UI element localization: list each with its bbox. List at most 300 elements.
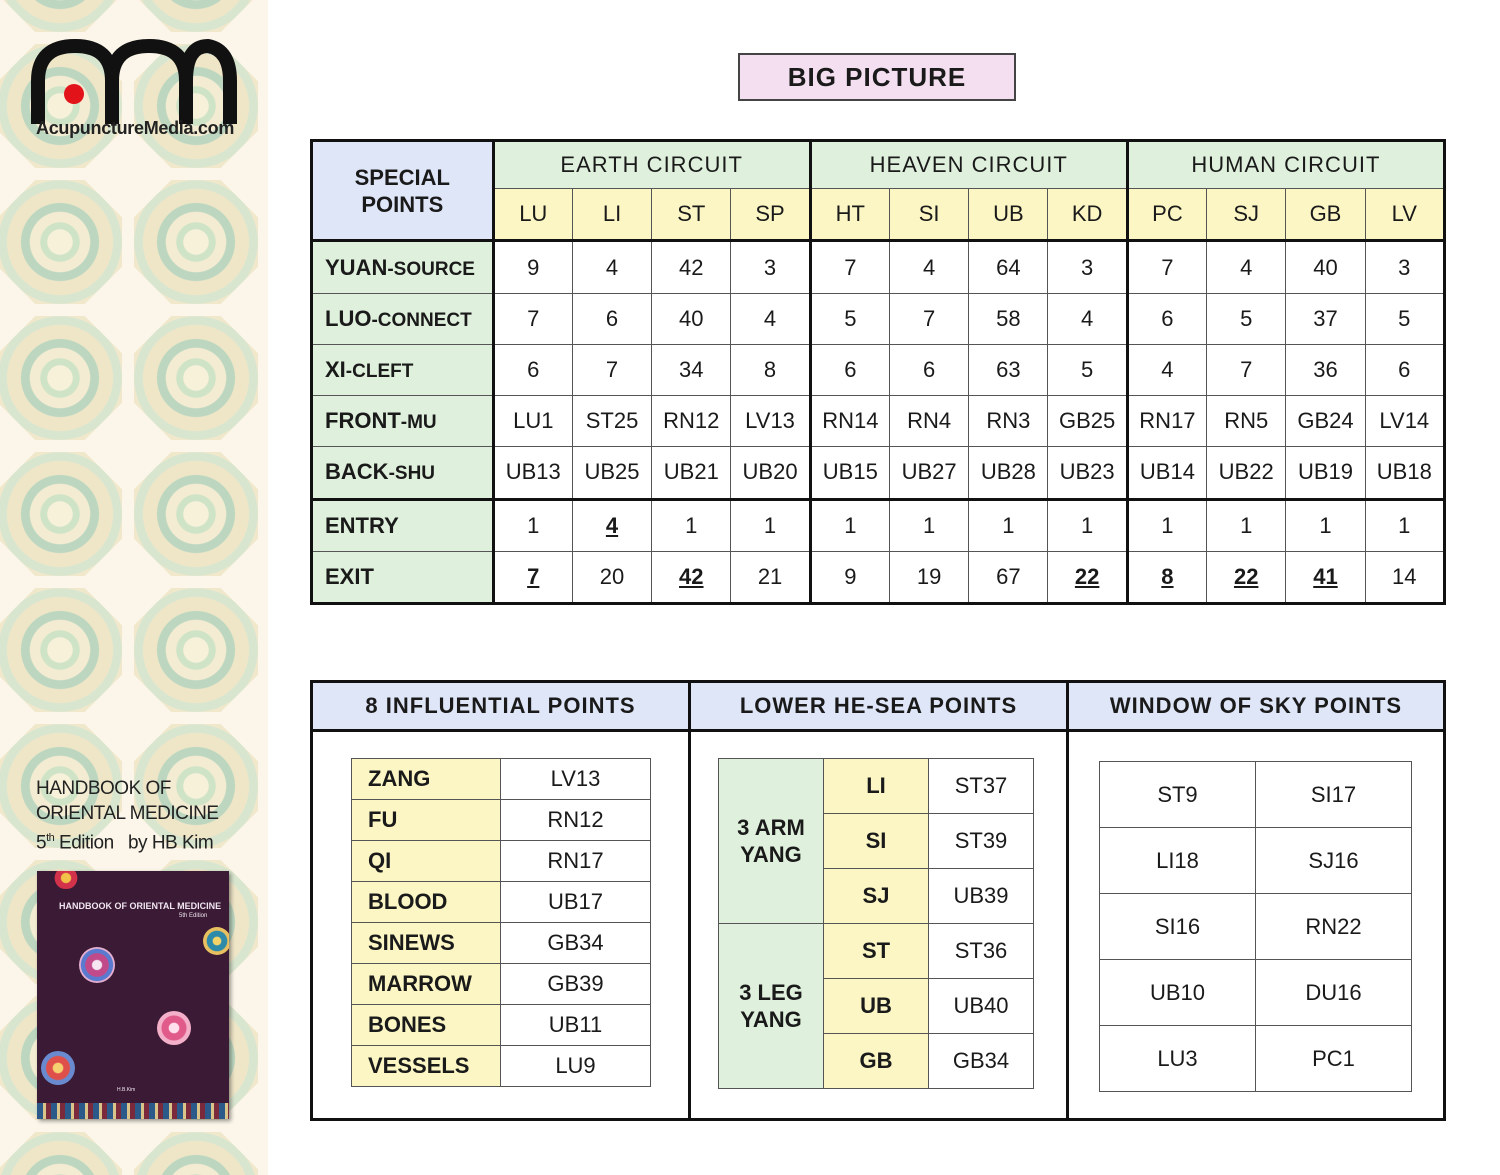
point-cell bbox=[969, 396, 1048, 447]
octagon-tile bbox=[0, 316, 122, 440]
handbook-edition bbox=[36, 826, 219, 855]
he-sea-group-line2: YANG bbox=[740, 842, 802, 867]
window-sky-point: SJ16 bbox=[1256, 828, 1412, 894]
he-sea-point: ST36 bbox=[929, 924, 1034, 979]
point-value: 67 bbox=[996, 563, 1021, 589]
special-point-row bbox=[312, 396, 1445, 447]
point-value: 4 bbox=[605, 254, 619, 280]
point-value: 7 bbox=[527, 563, 540, 589]
edition-number: 5 bbox=[36, 832, 47, 854]
influential-row bbox=[352, 882, 651, 923]
he-sea-row bbox=[719, 759, 1034, 814]
point-value: 5 bbox=[1398, 305, 1411, 331]
point-cell bbox=[652, 344, 731, 395]
organ-header: LV bbox=[1365, 189, 1444, 241]
point-cell bbox=[1286, 551, 1365, 603]
point-value: 1 bbox=[1002, 512, 1015, 538]
point-value: 1 bbox=[527, 512, 540, 538]
point-value: 9 bbox=[844, 563, 857, 589]
point-cell bbox=[493, 293, 572, 344]
point-cell bbox=[1365, 293, 1444, 344]
point-value: 7 bbox=[1161, 254, 1174, 280]
he-sea-group-line1: 3 LEG bbox=[739, 980, 803, 1005]
row-label-main: ENTRY bbox=[325, 512, 399, 538]
point-cell bbox=[969, 241, 1048, 293]
point-cell bbox=[1207, 551, 1286, 603]
point-cell bbox=[493, 396, 572, 447]
influential-row bbox=[352, 841, 651, 882]
influential-point: UB17 bbox=[501, 882, 651, 923]
point-value: GB24 bbox=[1297, 408, 1354, 434]
he-sea-organ: GB bbox=[824, 1034, 929, 1089]
point-cell bbox=[889, 344, 968, 395]
special-points-label-line2: POINTS bbox=[361, 191, 444, 217]
organ-header: ST bbox=[652, 189, 731, 241]
point-cell bbox=[493, 551, 572, 603]
row-label-main: EXIT bbox=[325, 563, 374, 589]
point-value: 4 bbox=[1081, 305, 1094, 331]
window-sky-point: RN22 bbox=[1256, 894, 1412, 960]
point-value: 41 bbox=[1313, 563, 1338, 589]
he-sea-point: ST37 bbox=[929, 759, 1034, 814]
octagon-tile bbox=[134, 316, 258, 440]
point-value: LV14 bbox=[1379, 408, 1430, 434]
influential-row bbox=[352, 923, 651, 964]
row-label bbox=[312, 293, 494, 344]
row-label-main: LUO bbox=[325, 305, 372, 331]
special-points-label-line1: SPECIAL bbox=[354, 164, 450, 190]
point-cell bbox=[1127, 396, 1206, 447]
point-cell bbox=[1127, 447, 1206, 499]
he-sea-organ: SI bbox=[824, 814, 929, 869]
he-sea-row bbox=[719, 924, 1034, 979]
point-cell bbox=[1286, 396, 1365, 447]
influential-row bbox=[352, 800, 651, 841]
point-cell bbox=[731, 499, 810, 551]
he-sea-group-line2: YANG bbox=[740, 1007, 802, 1032]
point-value: UB25 bbox=[584, 459, 640, 485]
point-value: 4 bbox=[605, 512, 619, 538]
influential-points-heading: 8 INFLUENTIAL POINTS bbox=[313, 683, 688, 732]
point-value: 5 bbox=[1081, 356, 1094, 382]
point-cell bbox=[810, 344, 889, 395]
point-value: 1 bbox=[922, 512, 936, 538]
he-sea-point: GB34 bbox=[929, 1034, 1034, 1089]
point-value: UB28 bbox=[980, 459, 1036, 485]
point-cell bbox=[810, 551, 889, 603]
influential-name: QI bbox=[352, 841, 501, 882]
point-value: 3 bbox=[763, 254, 777, 280]
influential-point: GB34 bbox=[501, 923, 651, 964]
organ-header: SJ bbox=[1207, 189, 1286, 241]
point-value: 1 bbox=[1240, 512, 1253, 538]
he-sea-heading: LOWER HE-SEA POINTS bbox=[691, 683, 1066, 732]
point-value: 1 bbox=[1319, 512, 1332, 538]
point-value: 6 bbox=[844, 356, 857, 382]
octagon-tile bbox=[134, 1132, 258, 1175]
point-value: 3 bbox=[1081, 254, 1094, 280]
organ-header: HT bbox=[810, 189, 889, 241]
point-cell bbox=[1048, 499, 1127, 551]
point-cell bbox=[493, 344, 572, 395]
influential-name: BLOOD bbox=[352, 882, 501, 923]
influential-point: RN17 bbox=[501, 841, 651, 882]
window-sky-point: ST9 bbox=[1100, 762, 1256, 828]
octagon-tile bbox=[134, 180, 258, 304]
window-sky-row bbox=[1100, 960, 1412, 1026]
point-cell bbox=[889, 447, 968, 499]
organ-header: PC bbox=[1127, 189, 1206, 241]
point-cell bbox=[1207, 499, 1286, 551]
point-value: 22 bbox=[1074, 563, 1100, 589]
point-cell bbox=[1365, 447, 1444, 499]
influential-point: LU9 bbox=[501, 1046, 651, 1087]
point-value: 9 bbox=[527, 254, 540, 280]
special-point-row bbox=[312, 241, 1445, 293]
influential-name: MARROW bbox=[352, 964, 501, 1005]
sidebar-decoration bbox=[0, 0, 268, 1175]
point-value: ST25 bbox=[585, 408, 639, 434]
point-cell bbox=[969, 293, 1048, 344]
special-point-row bbox=[312, 447, 1445, 499]
point-cell bbox=[572, 499, 651, 551]
point-value: 6 bbox=[1161, 305, 1174, 331]
point-value: 36 bbox=[1313, 356, 1338, 382]
point-cell bbox=[889, 241, 968, 293]
point-value: 5 bbox=[1240, 305, 1253, 331]
organ-header: KD bbox=[1048, 189, 1127, 241]
point-cell bbox=[1286, 447, 1365, 499]
row-label bbox=[312, 396, 494, 447]
point-value: RN12 bbox=[663, 408, 720, 434]
point-value: 4 bbox=[922, 254, 936, 280]
point-value: 19 bbox=[916, 563, 942, 589]
point-value: 6 bbox=[605, 305, 619, 331]
handbook-line1: HANDBOOK OF bbox=[36, 778, 171, 799]
point-cell bbox=[1207, 293, 1286, 344]
octagon-tile bbox=[0, 180, 122, 304]
special-point-row bbox=[312, 499, 1445, 551]
point-value: UB20 bbox=[742, 459, 798, 485]
point-cell bbox=[1048, 447, 1127, 499]
point-cell bbox=[1286, 293, 1365, 344]
point-cell bbox=[1207, 396, 1286, 447]
circuit-header: HEAVEN CIRCUIT bbox=[810, 141, 1127, 189]
octagon-tile bbox=[0, 588, 122, 712]
influential-point: GB39 bbox=[501, 964, 651, 1005]
point-value: 6 bbox=[922, 356, 936, 382]
flower-ornament bbox=[203, 927, 229, 955]
influential-row bbox=[352, 964, 651, 1005]
circuit-header: EARTH CIRCUIT bbox=[493, 141, 810, 189]
flower-ornament bbox=[157, 1011, 191, 1045]
influential-name: FU bbox=[352, 800, 501, 841]
book-pattern-band bbox=[37, 1103, 229, 1119]
he-sea-table bbox=[718, 758, 1034, 1089]
point-cell bbox=[1048, 551, 1127, 603]
flower-ornament bbox=[41, 1051, 75, 1085]
point-value: 5 bbox=[844, 305, 857, 331]
organ-header: UB bbox=[969, 189, 1048, 241]
point-cell bbox=[1286, 499, 1365, 551]
organ-header: SI bbox=[889, 189, 968, 241]
point-cell bbox=[889, 499, 968, 551]
point-value: 6 bbox=[1398, 356, 1411, 382]
point-cell bbox=[1365, 241, 1444, 293]
point-cell bbox=[731, 396, 810, 447]
point-value: 7 bbox=[922, 305, 936, 331]
influential-points-table bbox=[351, 758, 651, 1087]
octagon-tile bbox=[0, 1132, 122, 1175]
lower-panels bbox=[310, 680, 1446, 1121]
flower-ornament bbox=[51, 871, 81, 889]
point-cell bbox=[731, 344, 810, 395]
point-value: 7 bbox=[844, 254, 857, 280]
row-label-main: FRONT bbox=[325, 408, 401, 434]
point-value: 1 bbox=[844, 512, 857, 538]
point-cell bbox=[969, 499, 1048, 551]
point-value: UB15 bbox=[822, 459, 878, 485]
influential-row bbox=[352, 1046, 651, 1087]
he-sea-point: ST39 bbox=[929, 814, 1034, 869]
point-value: 1 bbox=[685, 512, 698, 538]
point-cell bbox=[1127, 241, 1206, 293]
point-value: 40 bbox=[1313, 254, 1338, 280]
point-cell bbox=[1048, 344, 1127, 395]
row-label-suffix: -MU bbox=[400, 412, 437, 434]
site-name: AcupunctureMedia.com bbox=[36, 118, 235, 138]
window-sky-row bbox=[1100, 894, 1412, 960]
special-points-header bbox=[312, 141, 494, 241]
point-value: 14 bbox=[1392, 563, 1417, 589]
organ-header: LU bbox=[493, 189, 572, 241]
he-sea-organ: SJ bbox=[824, 869, 929, 924]
point-value: UB18 bbox=[1376, 459, 1432, 485]
point-value: 37 bbox=[1313, 305, 1338, 331]
point-value: UB23 bbox=[1059, 459, 1115, 485]
point-cell bbox=[810, 241, 889, 293]
point-value: 1 bbox=[1081, 512, 1094, 538]
window-sky-row bbox=[1100, 828, 1412, 894]
point-cell bbox=[731, 551, 810, 603]
point-value: 7 bbox=[527, 305, 540, 331]
window-sky-point: PC1 bbox=[1256, 1026, 1412, 1092]
point-value: 20 bbox=[599, 563, 625, 589]
point-cell bbox=[1365, 551, 1444, 603]
point-value: 22 bbox=[1233, 563, 1259, 589]
point-value: UB19 bbox=[1297, 459, 1353, 485]
influential-point: LV13 bbox=[501, 759, 651, 800]
point-cell bbox=[969, 344, 1048, 395]
point-cell bbox=[652, 551, 731, 603]
row-label bbox=[312, 241, 494, 293]
book-edition: 5th Edition bbox=[179, 913, 208, 919]
book-title: HANDBOOK OF ORIENTAL MEDICINE bbox=[59, 901, 222, 911]
point-cell bbox=[1365, 499, 1444, 551]
point-value: 4 bbox=[1240, 254, 1253, 280]
point-value: RN17 bbox=[1139, 408, 1196, 434]
row-label bbox=[312, 499, 494, 551]
point-value: RN4 bbox=[907, 408, 952, 434]
point-value: UB14 bbox=[1139, 459, 1195, 485]
influential-name: ZANG bbox=[352, 759, 501, 800]
point-value: 8 bbox=[763, 356, 777, 382]
influential-name: VESSELS bbox=[352, 1046, 501, 1087]
point-cell bbox=[572, 447, 651, 499]
row-label bbox=[312, 551, 494, 603]
point-value: 4 bbox=[1161, 356, 1174, 382]
influential-name: BONES bbox=[352, 1005, 501, 1046]
he-sea-group-line1: 3 ARM bbox=[737, 815, 805, 840]
point-cell bbox=[1207, 447, 1286, 499]
point-cell bbox=[1127, 344, 1206, 395]
window-sky-point: SI17 bbox=[1256, 762, 1412, 828]
point-cell bbox=[1286, 241, 1365, 293]
point-cell bbox=[969, 447, 1048, 499]
row-label-suffix: -CONNECT bbox=[371, 309, 472, 331]
point-cell bbox=[652, 447, 731, 499]
point-value: 7 bbox=[605, 356, 619, 382]
window-sky-point: UB10 bbox=[1100, 960, 1256, 1026]
row-label-suffix: -SOURCE bbox=[387, 258, 475, 280]
point-value: 4 bbox=[763, 305, 777, 331]
point-value: 34 bbox=[679, 356, 704, 382]
point-value: 7 bbox=[1240, 356, 1253, 382]
page-title: BIG PICTURE bbox=[738, 53, 1016, 101]
point-cell bbox=[572, 344, 651, 395]
he-sea-group-label bbox=[719, 759, 824, 924]
point-cell bbox=[810, 499, 889, 551]
influential-row bbox=[352, 759, 651, 800]
influential-row bbox=[352, 1005, 651, 1046]
point-cell bbox=[1365, 344, 1444, 395]
window-sky-row bbox=[1100, 1026, 1412, 1092]
row-label-suffix: -CLEFT bbox=[345, 360, 414, 382]
point-cell bbox=[1127, 293, 1206, 344]
octagon-tile bbox=[134, 452, 258, 576]
window-sky-row bbox=[1100, 762, 1412, 828]
point-cell bbox=[652, 293, 731, 344]
window-sky-point: SI16 bbox=[1100, 894, 1256, 960]
point-value: 42 bbox=[679, 254, 704, 280]
he-sea-organ: UB bbox=[824, 979, 929, 1034]
point-cell bbox=[889, 551, 968, 603]
edition-superscript: th bbox=[46, 832, 55, 844]
point-value: 63 bbox=[996, 356, 1021, 382]
point-cell bbox=[1286, 344, 1365, 395]
special-points-table bbox=[310, 139, 1446, 605]
point-cell bbox=[1048, 241, 1127, 293]
point-cell bbox=[572, 293, 651, 344]
organ-header: SP bbox=[731, 189, 810, 241]
point-cell bbox=[572, 241, 651, 293]
he-sea-panel bbox=[691, 683, 1069, 1118]
octagon-tile bbox=[134, 588, 258, 712]
octagon-tile bbox=[0, 452, 122, 576]
window-sky-table bbox=[1099, 761, 1412, 1092]
he-sea-group-label bbox=[719, 924, 824, 1089]
point-value: 1 bbox=[1398, 512, 1411, 538]
point-value: UB13 bbox=[505, 459, 561, 485]
he-sea-point: UB39 bbox=[929, 869, 1034, 924]
point-cell bbox=[1048, 396, 1127, 447]
organ-header: GB bbox=[1286, 189, 1365, 241]
special-point-row bbox=[312, 344, 1445, 395]
point-cell bbox=[572, 396, 651, 447]
point-value: UB22 bbox=[1218, 459, 1274, 485]
influential-point: RN12 bbox=[501, 800, 651, 841]
point-cell bbox=[731, 447, 810, 499]
influential-point: UB11 bbox=[501, 1005, 651, 1046]
window-sky-point: DU16 bbox=[1256, 960, 1412, 1026]
point-value: GB25 bbox=[1059, 408, 1116, 434]
book-cover-image bbox=[37, 871, 229, 1119]
point-cell bbox=[652, 499, 731, 551]
point-cell bbox=[1207, 344, 1286, 395]
circuit-header-row bbox=[312, 141, 1445, 189]
point-value: 8 bbox=[1161, 563, 1174, 589]
he-sea-point: UB40 bbox=[929, 979, 1034, 1034]
point-cell bbox=[493, 241, 572, 293]
influential-name: SINEWS bbox=[352, 923, 501, 964]
point-value: LU1 bbox=[513, 408, 554, 434]
point-cell bbox=[652, 241, 731, 293]
point-cell bbox=[731, 241, 810, 293]
point-value: 58 bbox=[996, 305, 1021, 331]
row-label bbox=[312, 447, 494, 499]
window-sky-heading: WINDOW OF SKY POINTS bbox=[1069, 683, 1443, 732]
point-cell bbox=[1365, 396, 1444, 447]
point-cell bbox=[969, 551, 1048, 603]
point-value: 21 bbox=[757, 563, 783, 589]
point-value: RN5 bbox=[1224, 408, 1269, 434]
point-value: UB21 bbox=[663, 459, 719, 485]
book-author: H.B.Kim bbox=[117, 1087, 136, 1093]
special-point-row bbox=[312, 551, 1445, 603]
point-cell bbox=[1127, 499, 1206, 551]
point-cell bbox=[889, 293, 968, 344]
point-cell bbox=[1048, 293, 1127, 344]
window-sky-panel bbox=[1069, 683, 1443, 1118]
point-cell bbox=[731, 293, 810, 344]
point-value: 40 bbox=[679, 305, 704, 331]
he-sea-organ: ST bbox=[824, 924, 929, 979]
point-value: 42 bbox=[679, 563, 704, 589]
window-sky-point: LI18 bbox=[1100, 828, 1256, 894]
point-value: RN3 bbox=[986, 408, 1031, 434]
point-value: 1 bbox=[1161, 512, 1174, 538]
point-value: 1 bbox=[763, 512, 777, 538]
point-cell bbox=[810, 447, 889, 499]
point-cell bbox=[810, 396, 889, 447]
point-cell bbox=[493, 499, 572, 551]
point-value: 3 bbox=[1398, 254, 1411, 280]
point-cell bbox=[889, 396, 968, 447]
organ-header: LI bbox=[572, 189, 651, 241]
logo-red-dot bbox=[64, 84, 84, 104]
point-value: 64 bbox=[996, 254, 1021, 280]
circuit-header: HUMAN CIRCUIT bbox=[1127, 141, 1444, 189]
special-point-row bbox=[312, 293, 1445, 344]
edition-author: Edition by HB Kim bbox=[54, 832, 214, 854]
row-label-suffix: -SHU bbox=[388, 463, 436, 485]
row-label-main: YUAN bbox=[325, 254, 388, 280]
flower-ornament bbox=[79, 947, 115, 983]
point-cell bbox=[1207, 241, 1286, 293]
row-label bbox=[312, 344, 494, 395]
point-cell bbox=[652, 396, 731, 447]
row-label-main: BACK bbox=[325, 459, 389, 485]
